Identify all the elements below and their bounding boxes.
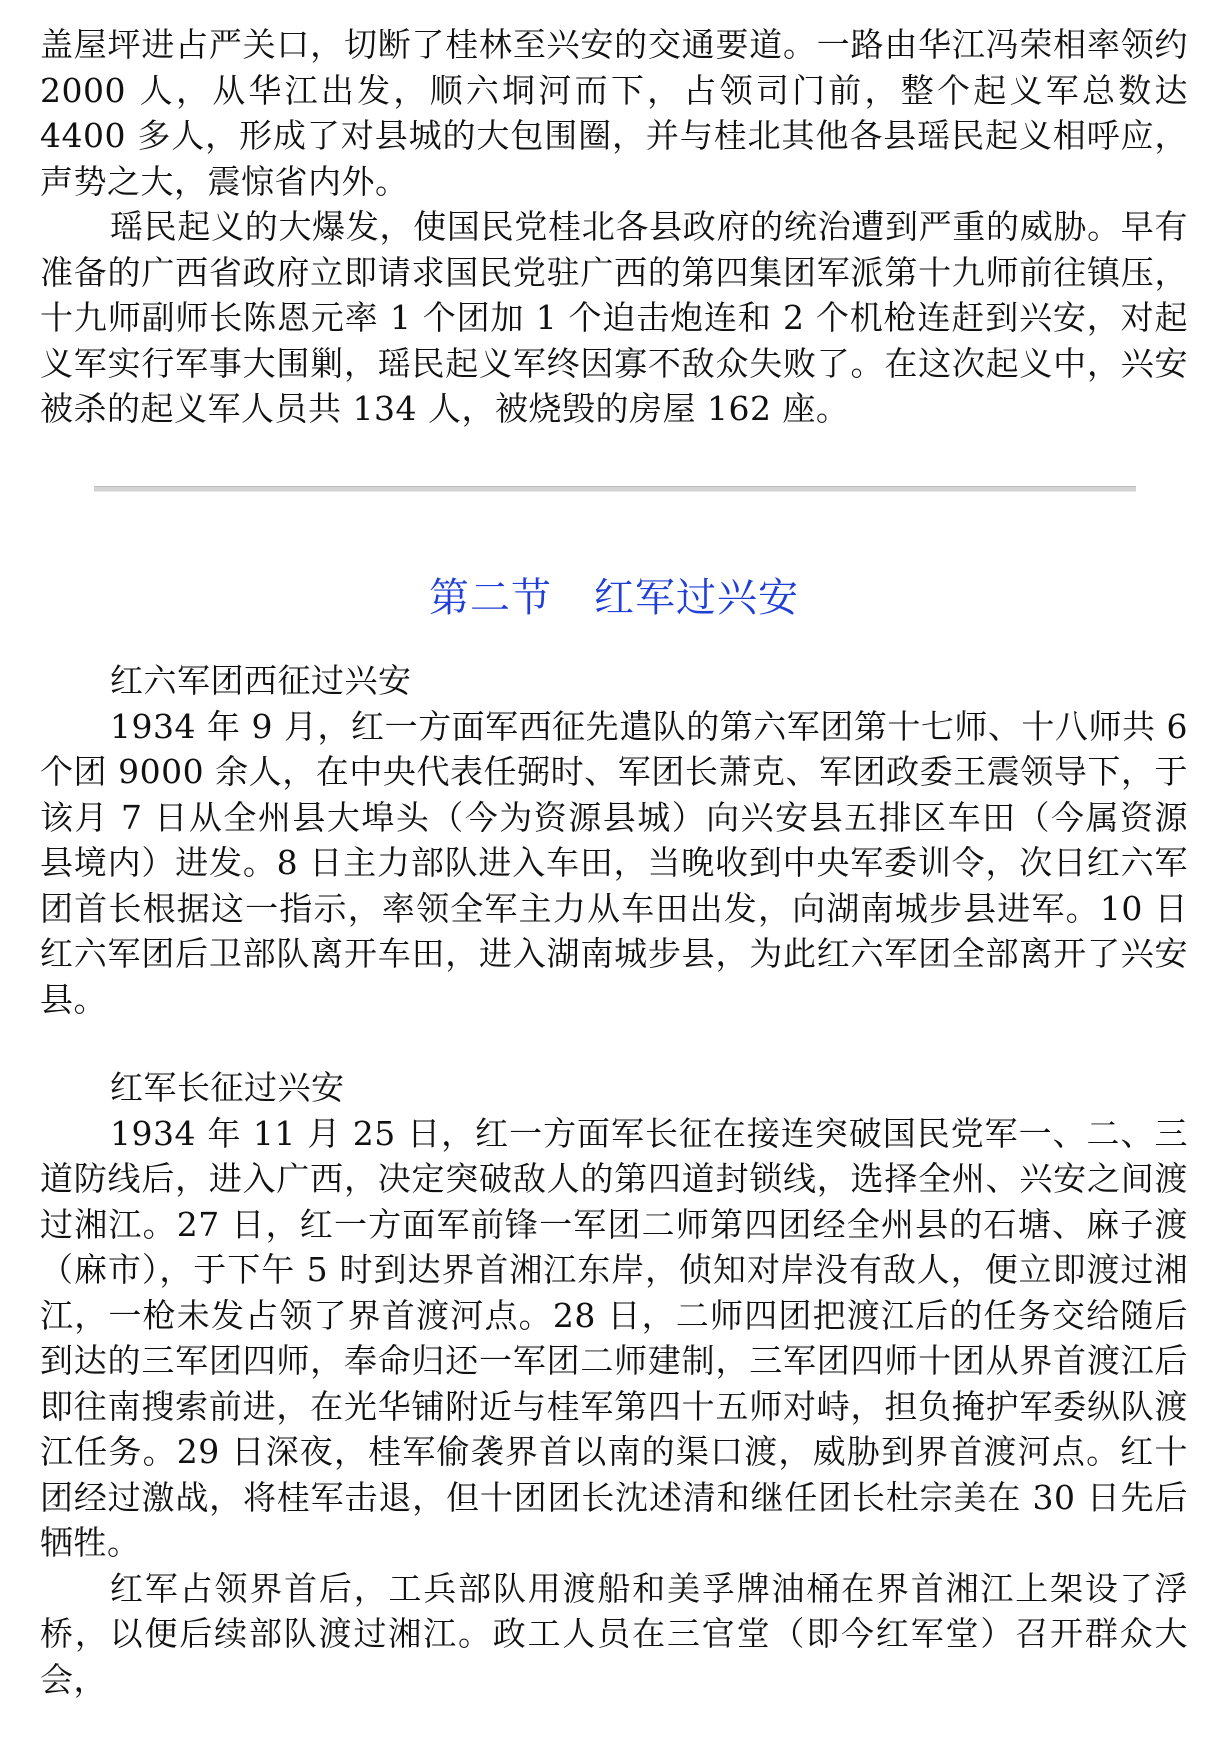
paragraph-uprising-suppression: 瑶民起义的大爆发，使国民党桂北各县政府的统治遭到严重的威胁。早有准备的广西省政府立即请求国民党驻广西的第四集团军派第十九师前往镇压，十九师副师长陈恩元率 1 个团加 1 个迫击炮连和 2 个机枪连赶到兴安，对起义军实行军事大围剿，瑶民起义军终因寡不敌众失败了。在这次起义中，兴安被杀的起义军人员共 134 人，被烧毁的房屋 162 座。 — [40, 207, 1188, 428]
section-title — [0, 572, 1228, 624]
paragraph-uprising-encirclement: 盖屋坪进占严关口，切断了桂林至兴安的交通要道。一路由华江冯荣相率领约 2000 人，从华江出发，顺六垌河而下，占领司门前，整个起义军总数达 4400 多人，形成了对县城的大包围圈，并与桂北其他各县瑶民起义相呼应，声势之大，震惊省内外。 — [40, 25, 1188, 201]
subsection-sixth-corps — [40, 658, 1188, 1022]
top-text-block — [40, 22, 1188, 432]
subsection-heading: 红军长征过兴安 — [110, 1068, 345, 1107]
section-divider — [94, 486, 1136, 492]
section-number: 第二节 — [429, 575, 552, 621]
paragraph-pontoon-bridge: 红军占领界首后，工兵部队用渡船和美孚牌油桶在界首湘江上架设了浮桥，以便后续部队渡过湘江。政工人员在三官堂（即今红军堂）召开群众大会， — [40, 1568, 1188, 1699]
section-heading: 红军过兴安 — [594, 575, 799, 621]
paragraph-sixth-corps: 1934 年 9 月，红一方面军西征先遣队的第六军团第十七师、十八师共 6 个团 9000 余人，在中央代表任弼时、军团长萧克、军团政委王震领导下，于该月 7 日从全州县大埠头（今为资源县城）向兴安县五排区车田（今属资源县境内）进发。8 日主力部队进入车田，当晚收到中央军委训令，次日红六军团首长根据这一指示，率领全军主力从车田出发，向湖南城步县进军。10 日红六军团后卫部队离开车田，进入湖南城步县，为此红六军团全部离开了兴安县。 — [40, 706, 1188, 1019]
subsection-heading: 红六军团西征过兴安 — [110, 661, 412, 700]
paragraph-xiang-river-crossing: 1934 年 11 月 25 日，红一方面军长征在接连突破国民党军一、二、三道防线后，进入广西，决定突破敌人的第四道封锁线，选择全州、兴安之间渡过湘江。27 日，红一方面军前锋一军团二师第四团经全州县的石塘、麻子渡（麻市），于下午 5 时到达界首湘江东岸，侦知对岸没有敌人，便立即渡过湘江，一枪未发占领了界首渡河点。28 日，二师四团把渡江后的任务交给随后到达的三军团四师，奉命归还一军团二师建制，三军团四师十团从界首渡江后即往南搜索前进，在光华铺附近与桂军第四十五师对峙，担负掩护军委纵队渡江任务。29 日深夜，桂军偷袭界首以南的渠口渡，威胁到界首渡河点。红十团经过激战，将桂军击退，但十团团长沈述清和继任团长杜宗美在 30 日先后牺牲。 — [40, 1113, 1188, 1562]
subsection-long-march — [40, 1065, 1188, 1702]
